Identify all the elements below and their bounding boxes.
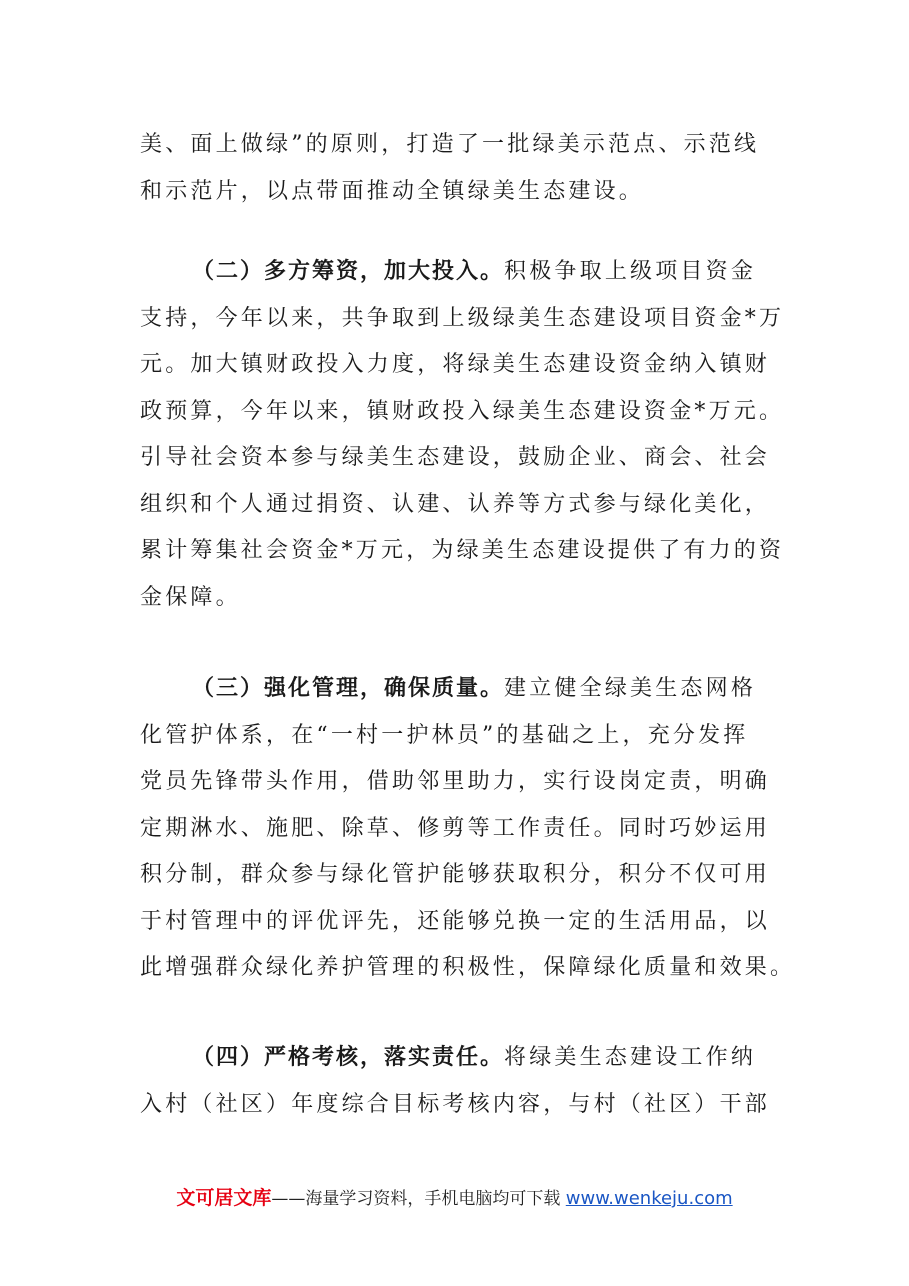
text-line: 入村（社区）年度综合目标考核内容，与村（社区）干部 — [140, 1091, 771, 1117]
text-line: 此增强群众绿化养护管理的积极性，保障绿化质量和效果。 — [140, 955, 796, 980]
paragraph-assessment — [140, 1035, 780, 1128]
text-line: 政预算，今年以来，镇财政投入绿美生态建设资金*万元。 — [140, 398, 785, 424]
text-line: 于村管理中的评优评先，还能够兑换一定的生活用品，以 — [140, 908, 771, 934]
text-line: 累计筹集社会资金*万元，为绿美生态建设提供了有力的资 — [140, 538, 785, 563]
text-line: 积分制，群众参与绿化管护能够获取积分，积分不仅可用 — [140, 862, 771, 887]
text-line: 元。加大镇财政投入力度，将绿美生态建设资金纳入镇财 — [140, 352, 771, 377]
text-line: 支持，今年以来，共争取到上级绿美生态建设项目资金*万 — [140, 305, 785, 331]
text-line: 定期淋水、施肥、除草、修剪等工作责任。同时巧妙运用 — [140, 815, 771, 841]
text-line: 和示范片，以点带面推动全镇绿美生态建设。 — [140, 178, 645, 204]
brand-name: 文可居文库 — [176, 1187, 272, 1209]
paragraph-funding — [140, 249, 785, 621]
text-line: 引导社会资本参与绿美生态建设，鼓励企业、商会、社会 — [140, 445, 771, 470]
paragraph-first-line — [140, 249, 780, 296]
text-line: 党员先锋带头作用，借助邻里助力，实行设岗定责，明确 — [140, 769, 771, 794]
website-link[interactable]: www.wenkeju.com — [565, 1188, 733, 1209]
section-heading: （四）严格考核，落实责任。 — [192, 1045, 505, 1070]
text-line: 美、面上做绿”的原则，打造了一批绿美示范点、示范线 — [140, 132, 760, 157]
section-heading: （三）强化管理，确保质量。 — [192, 676, 505, 701]
paragraph-first-line — [140, 666, 780, 713]
text-run: 将绿美生态建设工作纳 — [504, 1045, 757, 1070]
footer-tagline: ——海量学习资料，手机电脑均可下载 — [271, 1189, 561, 1209]
text-line: 组织和个人通过捐资、认建、认养等方式参与绿化美化， — [140, 491, 771, 517]
page-footer — [0, 1183, 909, 1210]
paragraph-continuation — [140, 122, 780, 215]
section-heading: （二）多方筹资，加大投入。 — [192, 259, 505, 284]
text-run: 建立健全绿美生态网格 — [504, 676, 757, 701]
paragraph-first-line — [140, 1035, 780, 1082]
text-line: 化管护体系，在“一村一护林员”的基础之上，充分发挥 — [140, 722, 749, 748]
text-line: 金保障。 — [140, 584, 241, 610]
text-run: 积极争取上级项目资金 — [504, 259, 757, 284]
paragraph-management — [140, 666, 796, 992]
